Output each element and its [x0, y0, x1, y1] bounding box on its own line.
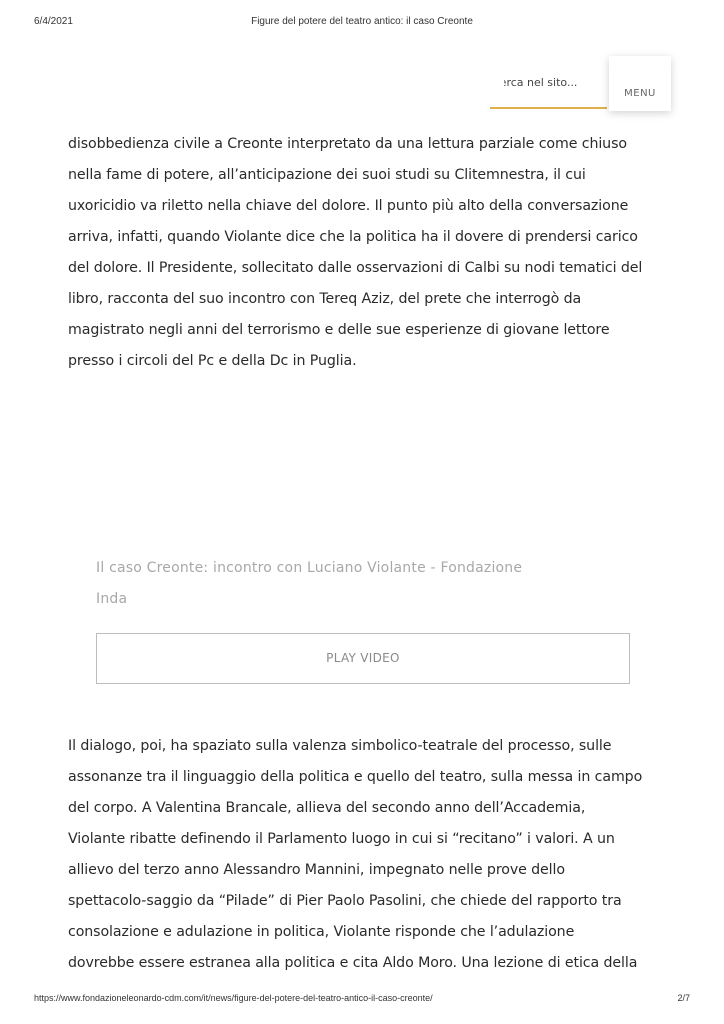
video-title-line: Il caso Creonte: incontro con Luciano Violante - Fondazione	[96, 560, 523, 576]
text-line: Il dialogo, poi, ha spaziato sulla valenza simbolico-teatrale del processo, sulle	[68, 738, 612, 754]
text-line: presso i circoli del Pc e della Dc in Puglia.	[68, 353, 357, 369]
text-line: nella fame di potere, all’anticipazione dei suoi studi su Clitemnestra, il cui	[68, 167, 586, 183]
print-page-number: 2/7	[677, 993, 690, 1003]
print-footer	[0, 993, 724, 1007]
menu-overlap-cover	[490, 76, 504, 88]
article-paragraph	[68, 129, 668, 377]
text-line: magistrato negli anni del terrorismo e delle sue esperienze di giovane lettore	[68, 322, 610, 338]
text-line: del corpo. A Valentina Brancale, allieva del secondo anno dell’Accademia,	[68, 800, 586, 816]
text-line: allievo del terzo anno Alessandro Mannini, impegnato nelle prove dello	[68, 862, 565, 878]
text-line: libro, racconta del suo incontro con Tereq Aziz, del prete che interrogò da	[68, 291, 582, 307]
play-video-button[interactable]: PLAY VIDEO	[96, 633, 630, 684]
text-line: assonanze tra il linguaggio della politica e quello del teatro, sulla messa in campo	[68, 769, 643, 785]
print-url: https://www.fondazioneleonardo-cdm.com/it/news/figure-del-potere-del-teatro-antico-il-caso-creonte/	[34, 993, 433, 1003]
video-title-line: Inda	[96, 591, 128, 607]
text-line: disobbedienza civile a Creonte interpretato da una lettura parziale come chiuso	[68, 136, 627, 152]
text-line: dovrebbe essere estranea alla politica e cita Aldo Moro. Una lezione di etica della	[68, 955, 638, 971]
text-line: uxoricidio va riletto nella chiave del dolore. Il punto più alto della conversazione	[68, 198, 629, 214]
site-search[interactable]	[490, 70, 607, 109]
article-paragraph	[68, 731, 668, 979]
text-line: del dolore. Il Presidente, sollecitato dalle osservazioni di Calbi su nodi tematici del	[68, 260, 643, 276]
print-date: 6/4/2021	[34, 16, 73, 27]
search-input[interactable]	[492, 76, 604, 89]
menu-button[interactable]: MENU	[609, 56, 671, 111]
print-header	[0, 16, 724, 30]
text-line: arriva, infatti, quando Violante dice che la politica ha il dovere di prendersi carico	[68, 229, 638, 245]
text-line: consolazione e adulazione in politica, Violante risponde che l’adulazione	[68, 924, 575, 940]
video-title	[96, 553, 556, 615]
text-line: Violante ribatte definendo il Parlamento luogo in cui si “recitano” i valori. A un	[68, 831, 615, 847]
print-page-title: Figure del potere del teatro antico: il caso Creonte	[251, 16, 473, 27]
text-line: spettacolo-saggio da “Pilade” di Pier Paolo Pasolini, che chiede del rapporto tra	[68, 893, 622, 909]
